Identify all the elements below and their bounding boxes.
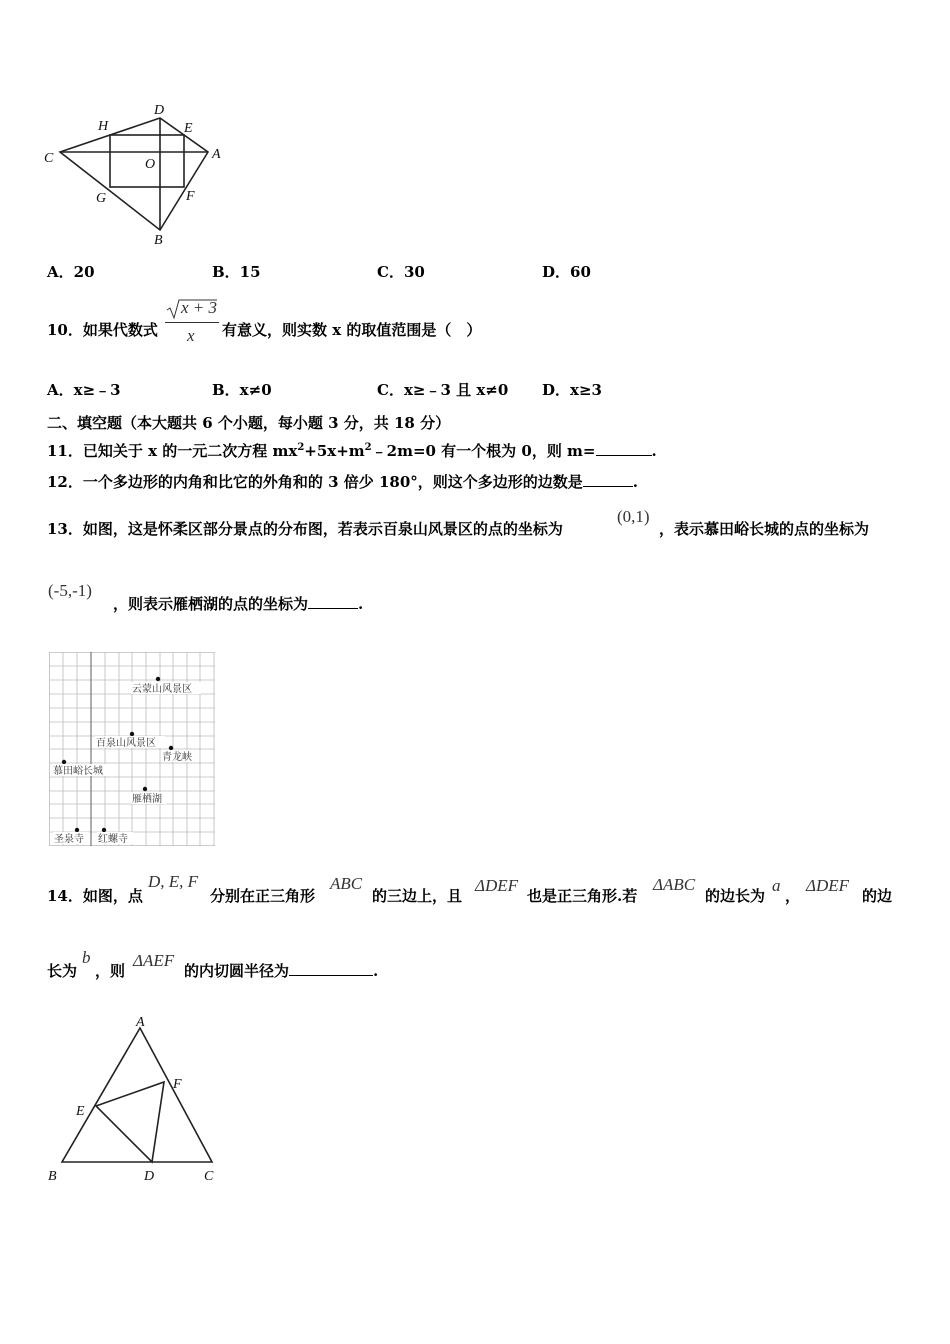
q13-coord-baiquan: (0,1): [617, 507, 650, 526]
q13-coord-mutianyu: (-5,-1): [48, 581, 92, 600]
section-2-title: 二、填空题（本大题共 6 个小题，每小题 3 分，共 18 分）: [47, 414, 451, 432]
q14-math-def: D, E, F: [148, 872, 199, 891]
q12-text: 12．一个多边形的内角和比它的外角和的 3 倍少 180°，则这个多边形的边数是 .: [47, 473, 639, 491]
q10-fraction: [165, 296, 219, 346]
q14-text-b: 分别在正三角形: [210, 887, 316, 905]
label-d: D: [154, 103, 165, 118]
q10-prefix: 10．如果代数式: [47, 321, 158, 339]
q10-suffix: 有意义，则实数 x 的取值范围是（ ）: [222, 321, 482, 339]
q14-math-tri-def: ΔDEF: [475, 876, 519, 895]
map-label-baiquan: 百泉山风景区: [96, 738, 156, 749]
label-h: H: [98, 119, 109, 134]
label-g: G: [96, 191, 107, 206]
q13-line2: ，则表示雁栖湖的点的坐标为 .: [113, 595, 364, 613]
label-c: C: [204, 1169, 214, 1184]
map-label-qinglong: 青龙峡: [162, 752, 192, 763]
q10-option-b[interactable]: B．x≠0: [212, 381, 272, 399]
label-b: B: [154, 233, 163, 248]
dot-shengquan: [75, 828, 79, 832]
dot-baiquan: [130, 732, 134, 736]
q9-option-b[interactable]: B．15: [212, 263, 261, 281]
label-f: F: [173, 1077, 182, 1092]
q14-text-a: 14．如图，点: [47, 887, 143, 905]
q14-text-f: ，: [785, 887, 801, 905]
q14-math-tri-def-2: ΔDEF: [806, 876, 850, 895]
q14-math-tri-aef: ΔAEF: [133, 951, 175, 970]
scenic-map-grid: [49, 652, 215, 846]
label-c: C: [44, 151, 54, 166]
q14-math-tri-abc: ΔABC: [653, 875, 696, 894]
dot-hongluo: [102, 828, 106, 832]
map-label-mutianyu: 慕田峪长城: [53, 766, 103, 777]
label-b: B: [48, 1169, 57, 1184]
q9-option-c[interactable]: C．30: [377, 263, 425, 281]
label-e: E: [76, 1104, 85, 1119]
q10-numerator: x + 3: [181, 298, 218, 317]
grid-lines: [49, 652, 215, 846]
q14-math-abc: ABC: [330, 874, 363, 893]
q13-line1-tail: ，表示慕田峪长城的点的坐标为: [659, 520, 870, 538]
q11-answer-blank[interactable]: [596, 441, 652, 456]
map-label-yunmeng: 云蒙山风景区: [132, 684, 192, 695]
triangle-def: [96, 1082, 164, 1162]
fraction-bar: [165, 322, 219, 323]
map-label-shengquan: 圣泉寺: [54, 834, 84, 845]
map-label-yanqi: 雁栖湖: [132, 794, 162, 805]
dot-yunmeng: [156, 677, 160, 681]
q13-answer-blank[interactable]: [308, 594, 358, 609]
label-f: F: [186, 189, 195, 204]
label-a: A: [136, 1015, 145, 1030]
q10-option-d[interactable]: D．x≥3: [542, 381, 602, 399]
q14-text-c: 的三边上，且: [372, 887, 463, 905]
q12-answer-blank[interactable]: [583, 472, 633, 487]
q14-math-a: a: [772, 876, 781, 895]
q14-text-d: 也是正三角形.若: [527, 887, 638, 905]
q14-text-i: ，则: [95, 962, 126, 980]
label-e: E: [184, 121, 193, 136]
quadrilateral-figure: [38, 100, 228, 250]
q13-line1: 13．如图，这是怀柔区部分景点的分布图，若表示百泉山风景区的点的坐标为: [47, 520, 563, 538]
q14-text-j: 的内切圆半径为 .: [184, 962, 379, 980]
q11-text: 11．已知关于 x 的一元二次方程 $mx^2+5x+m^2﹣2m=0$ 有一个根为 0，则 m= .: [47, 442, 657, 460]
q14-text-h: 长为: [47, 962, 78, 980]
map-label-hongluo: 红螺寺: [98, 834, 128, 845]
q14-math-b: b: [82, 948, 91, 967]
q9-option-d[interactable]: D．60: [542, 263, 591, 281]
label-d: D: [144, 1169, 155, 1184]
q14-text-e: 的边长为: [705, 887, 766, 905]
triangle-abc: [62, 1028, 212, 1162]
dot-yanqi: [143, 787, 147, 791]
q10-option-a[interactable]: A．x≥﹣3: [47, 381, 121, 399]
label-a: A: [212, 147, 221, 162]
q14-answer-blank[interactable]: [289, 961, 373, 976]
q10-option-c[interactable]: C．x≥﹣3 且 x≠0: [377, 381, 509, 399]
dot-mutianyu: [62, 760, 66, 764]
q14-text-g: 的边: [862, 887, 893, 905]
equilateral-triangle-figure: [40, 1010, 230, 1188]
label-o: O: [145, 157, 156, 172]
q9-option-a[interactable]: A．20: [47, 263, 95, 281]
q10-denominator: x: [187, 326, 195, 345]
dot-qinglong: [169, 746, 173, 750]
